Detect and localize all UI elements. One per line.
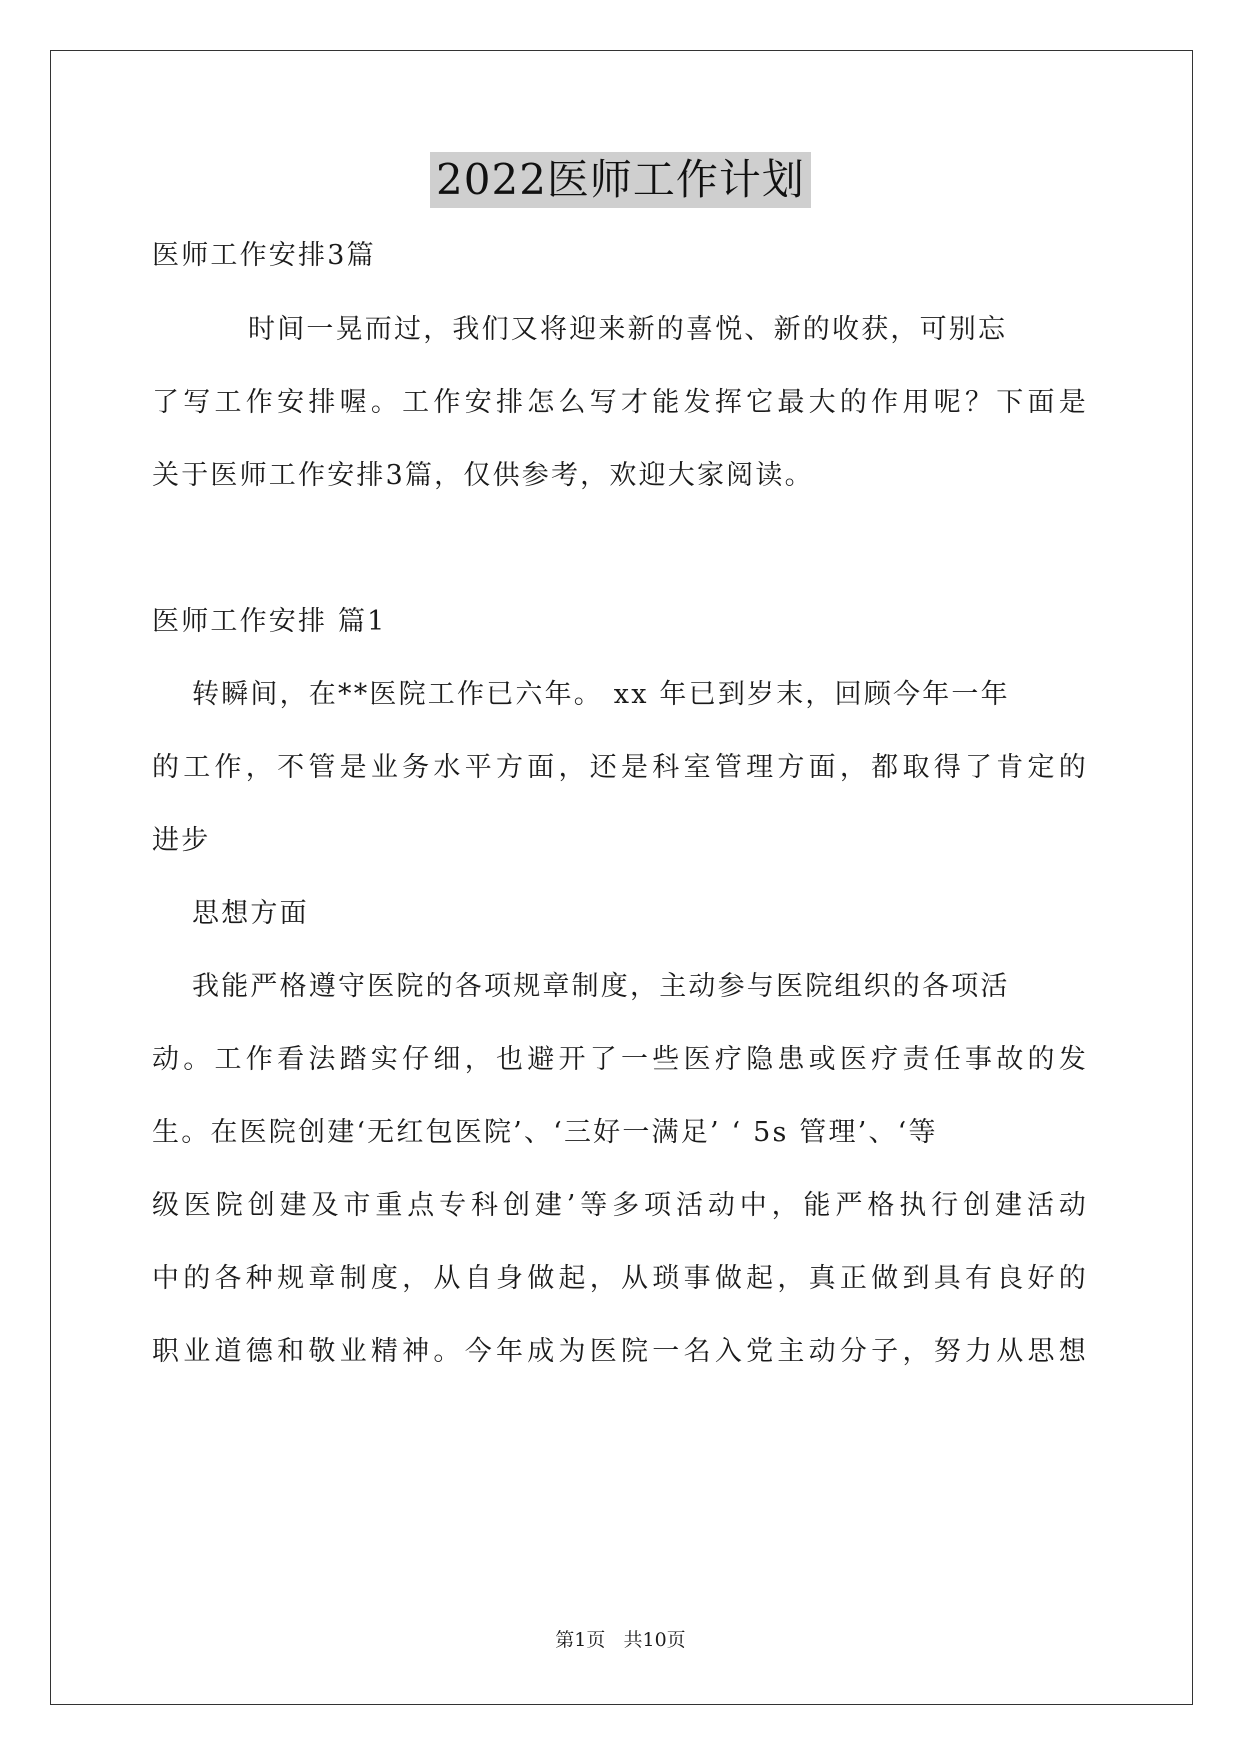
paragraph-line: 生。在医院创建‘无红包医院’、‘三好一满足’ ‘ 5s 管理’、‘等 bbox=[152, 1117, 938, 1148]
document-title: 2022医师工作计划 bbox=[430, 152, 811, 208]
page-footer: 第1页 共10页 bbox=[555, 1629, 686, 1651]
paragraph-line: 的工作，不管是业务水平方面，还是科室管理方面，都取得了肯定的 bbox=[152, 752, 1088, 783]
paragraph-line: 职业道德和敬业精神。今年成为医院一名入党主动分子，努力从思想 bbox=[152, 1336, 1088, 1367]
subsection-heading: 思想方面 bbox=[192, 898, 309, 929]
paragraph-line: 进步 bbox=[152, 825, 211, 856]
title-container bbox=[0, 152, 1241, 208]
section-heading: 医师工作安排 篇1 bbox=[152, 606, 387, 637]
subtitle-line: 医师工作安排3篇 bbox=[152, 240, 376, 271]
paragraph-line: 我能严格遵守医院的各项规章制度，主动参与医院组织的各项活 bbox=[192, 971, 1010, 1002]
paragraph-line: 时间一晃而过，我们又将迎来新的喜悦、新的收获，可别忘 bbox=[248, 314, 1008, 345]
paragraph-line: 关于医师工作安排3篇，仅供参考，欢迎大家阅读。 bbox=[152, 460, 814, 491]
paragraph-line: 转瞬间，在**医院工作已六年。 xx 年已到岁末，回顾今年一年 bbox=[192, 679, 1010, 710]
page-border bbox=[50, 50, 1193, 1705]
paragraph-line: 中的各种规章制度，从自身做起，从琐事做起，真正做到具有良好的 bbox=[152, 1263, 1088, 1294]
paragraph-line: 了写工作安排喔。工作安排怎么写才能发挥它最大的作用呢？下面是 bbox=[152, 387, 1088, 418]
paragraph-line: 级医院创建及市重点专科创建’等多项活动中，能严格执行创建活动 bbox=[152, 1190, 1088, 1221]
paragraph-line: 动。工作看法踏实仔细，也避开了一些医疗隐患或医疗责任事故的发 bbox=[152, 1044, 1088, 1075]
